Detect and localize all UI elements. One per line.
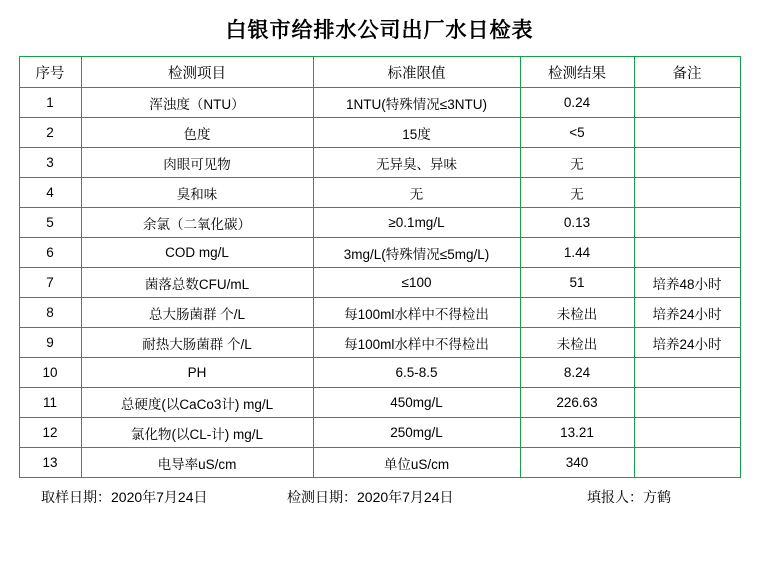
table-body <box>19 88 740 478</box>
cell-result: <5 <box>520 118 634 148</box>
cell-note: 培养24小时 <box>634 298 740 328</box>
cell-item: 浑浊度（NTU） <box>81 88 313 118</box>
table-row <box>19 268 740 298</box>
cell-note <box>634 118 740 148</box>
water-test-table <box>19 56 741 478</box>
cell-index: 1 <box>19 88 81 118</box>
cell-limit: 3mg/L(特殊情况≤5mg/L) <box>313 238 520 268</box>
table-row <box>19 298 740 328</box>
cell-note <box>634 388 740 418</box>
cell-limit: 每100ml水样中不得检出 <box>313 328 520 358</box>
cell-item: 电导率uS/cm <box>81 448 313 478</box>
table-row <box>19 448 740 478</box>
header-note: 备注 <box>634 57 740 88</box>
cell-index: 10 <box>19 358 81 388</box>
cell-result: 未检出 <box>520 328 634 358</box>
table-row <box>19 178 740 208</box>
cell-item: 臭和味 <box>81 178 313 208</box>
table-row <box>19 148 740 178</box>
table-row <box>19 238 740 268</box>
cell-note <box>634 448 740 478</box>
cell-index: 4 <box>19 178 81 208</box>
cell-limit: ≤100 <box>313 268 520 298</box>
cell-limit: 6.5-8.5 <box>313 358 520 388</box>
cell-index: 5 <box>19 208 81 238</box>
cell-result: 13.21 <box>520 418 634 448</box>
cell-item: 肉眼可见物 <box>81 148 313 178</box>
cell-item: 色度 <box>81 118 313 148</box>
cell-item: 氯化物(以CL-计) mg/L <box>81 418 313 448</box>
cell-result: 340 <box>520 448 634 478</box>
cell-limit: ≥0.1mg/L <box>313 208 520 238</box>
cell-result: 0.24 <box>520 88 634 118</box>
header-result: 检测结果 <box>520 57 634 88</box>
cell-item: 总大肠菌群 个/L <box>81 298 313 328</box>
cell-note <box>634 148 740 178</box>
cell-note <box>634 88 740 118</box>
cell-result: 无 <box>520 178 634 208</box>
cell-item: COD mg/L <box>81 238 313 268</box>
cell-note <box>634 358 740 388</box>
cell-index: 6 <box>19 238 81 268</box>
table-row <box>19 208 740 238</box>
cell-result: 无 <box>520 148 634 178</box>
page-title: 白银市给排水公司出厂水日检表 <box>225 19 534 42</box>
cell-note: 培养48小时 <box>634 268 740 298</box>
cell-index: 11 <box>19 388 81 418</box>
cell-item: 余氯（二氧化碳） <box>81 208 313 238</box>
cell-note <box>634 208 740 238</box>
cell-result: 226.63 <box>520 388 634 418</box>
header-index: 序号 <box>19 57 81 88</box>
cell-index: 2 <box>19 118 81 148</box>
table-row <box>19 358 740 388</box>
cell-result: 8.24 <box>520 358 634 388</box>
cell-limit: 无异臭、异味 <box>313 148 520 178</box>
header-limit: 标准限值 <box>313 57 520 88</box>
table-row <box>19 328 740 358</box>
cell-note <box>634 418 740 448</box>
cell-index: 13 <box>19 448 81 478</box>
cell-result: 51 <box>520 268 634 298</box>
table-header-row <box>19 57 740 88</box>
cell-result: 未检出 <box>520 298 634 328</box>
cell-limit: 无 <box>313 178 520 208</box>
cell-limit: 250mg/L <box>313 418 520 448</box>
table-row <box>19 88 740 118</box>
cell-limit: 单位uS/cm <box>313 448 520 478</box>
cell-index: 7 <box>19 268 81 298</box>
table-row <box>19 388 740 418</box>
sample-date: 取样日期：2020年7月24日 <box>41 489 208 505</box>
table-row <box>19 418 740 448</box>
cell-index: 12 <box>19 418 81 448</box>
cell-item: 菌落总数CFU/mL <box>81 268 313 298</box>
cell-result: 1.44 <box>520 238 634 268</box>
cell-note: 培养24小时 <box>634 328 740 358</box>
cell-limit: 15度 <box>313 118 520 148</box>
footer-row <box>19 487 740 507</box>
cell-result: 0.13 <box>520 208 634 238</box>
cell-item: 总硬度(以CaCo3计) mg/L <box>81 388 313 418</box>
test-date: 检测日期：2020年7月24日 <box>287 489 454 505</box>
cell-limit: 450mg/L <box>313 388 520 418</box>
reporter: 填报人：方鹤 <box>587 489 671 505</box>
cell-item: PH <box>81 358 313 388</box>
cell-note <box>634 238 740 268</box>
cell-limit: 1NTU(特殊情况≤3NTU) <box>313 88 520 118</box>
table-row <box>19 118 740 148</box>
header-item: 检测项目 <box>81 57 313 88</box>
cell-index: 9 <box>19 328 81 358</box>
cell-item: 耐热大肠菌群 个/L <box>81 328 313 358</box>
cell-limit: 每100ml水样中不得检出 <box>313 298 520 328</box>
cell-index: 8 <box>19 298 81 328</box>
cell-note <box>634 178 740 208</box>
cell-index: 3 <box>19 148 81 178</box>
